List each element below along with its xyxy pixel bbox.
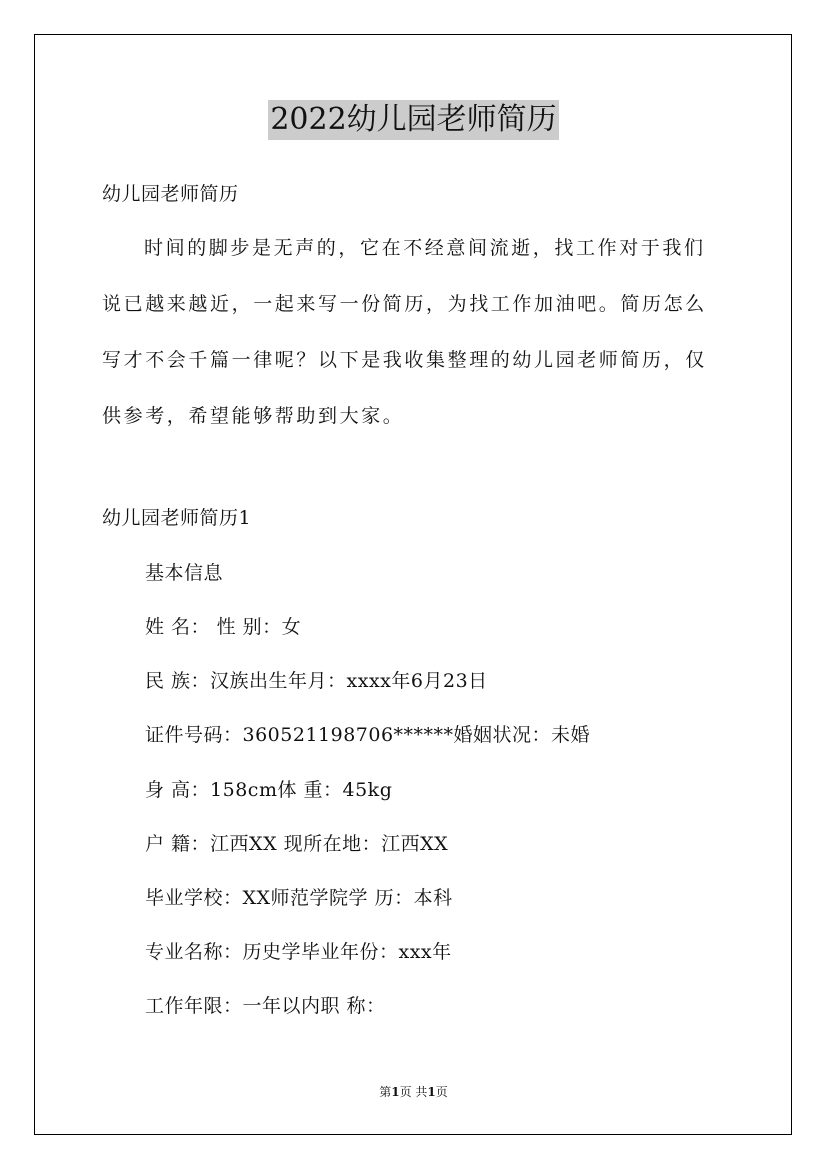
field-ethnicity-birth: 民 族：汉族出生年月：xxxx年6月23日	[145, 670, 488, 692]
footer-prefix: 第	[379, 1085, 392, 1099]
section-title: 幼儿园老师简历1	[102, 507, 252, 529]
footer-suffix: 页	[435, 1085, 448, 1099]
title-container	[0, 100, 827, 140]
field-household-location: 户 籍：江西XX 现所在地：江西XX	[145, 833, 449, 855]
document-title: 2022幼儿园老师简历	[268, 100, 558, 140]
field-experience-title: 工作年限：一年以内职 称：	[145, 995, 386, 1017]
basic-info-label: 基本信息	[145, 562, 224, 584]
field-name-gender: 姓 名： 性 别：女	[145, 616, 302, 638]
footer-page-total: 1	[427, 1085, 436, 1099]
intro-paragraph: 时间的脚步是无声的，它在不经意间流逝，找工作对于我们说已越来越近，一起来写一份简历，为找工作加油吧。简历怎么写才不会千篇一律呢？以下是我收集整理的幼儿园老师简历，仅供参考，希望能够帮助到大家。	[102, 237, 707, 427]
field-height-weight: 身 高：158cm体 重：45kg	[145, 779, 393, 801]
document-heading: 幼儿园老师简历	[102, 183, 239, 205]
footer-page-number: 1	[391, 1085, 400, 1099]
field-id-marital: 证件号码：360521198706******婚姻状况：未婚	[145, 724, 591, 746]
field-school-degree: 毕业学校：XX师范学院学 历：本科	[145, 887, 453, 909]
field-major-graduation: 专业名称：历史学毕业年份：xxx年	[145, 941, 452, 963]
page-footer	[0, 1084, 827, 1100]
footer-mid: 页 共	[399, 1085, 428, 1099]
